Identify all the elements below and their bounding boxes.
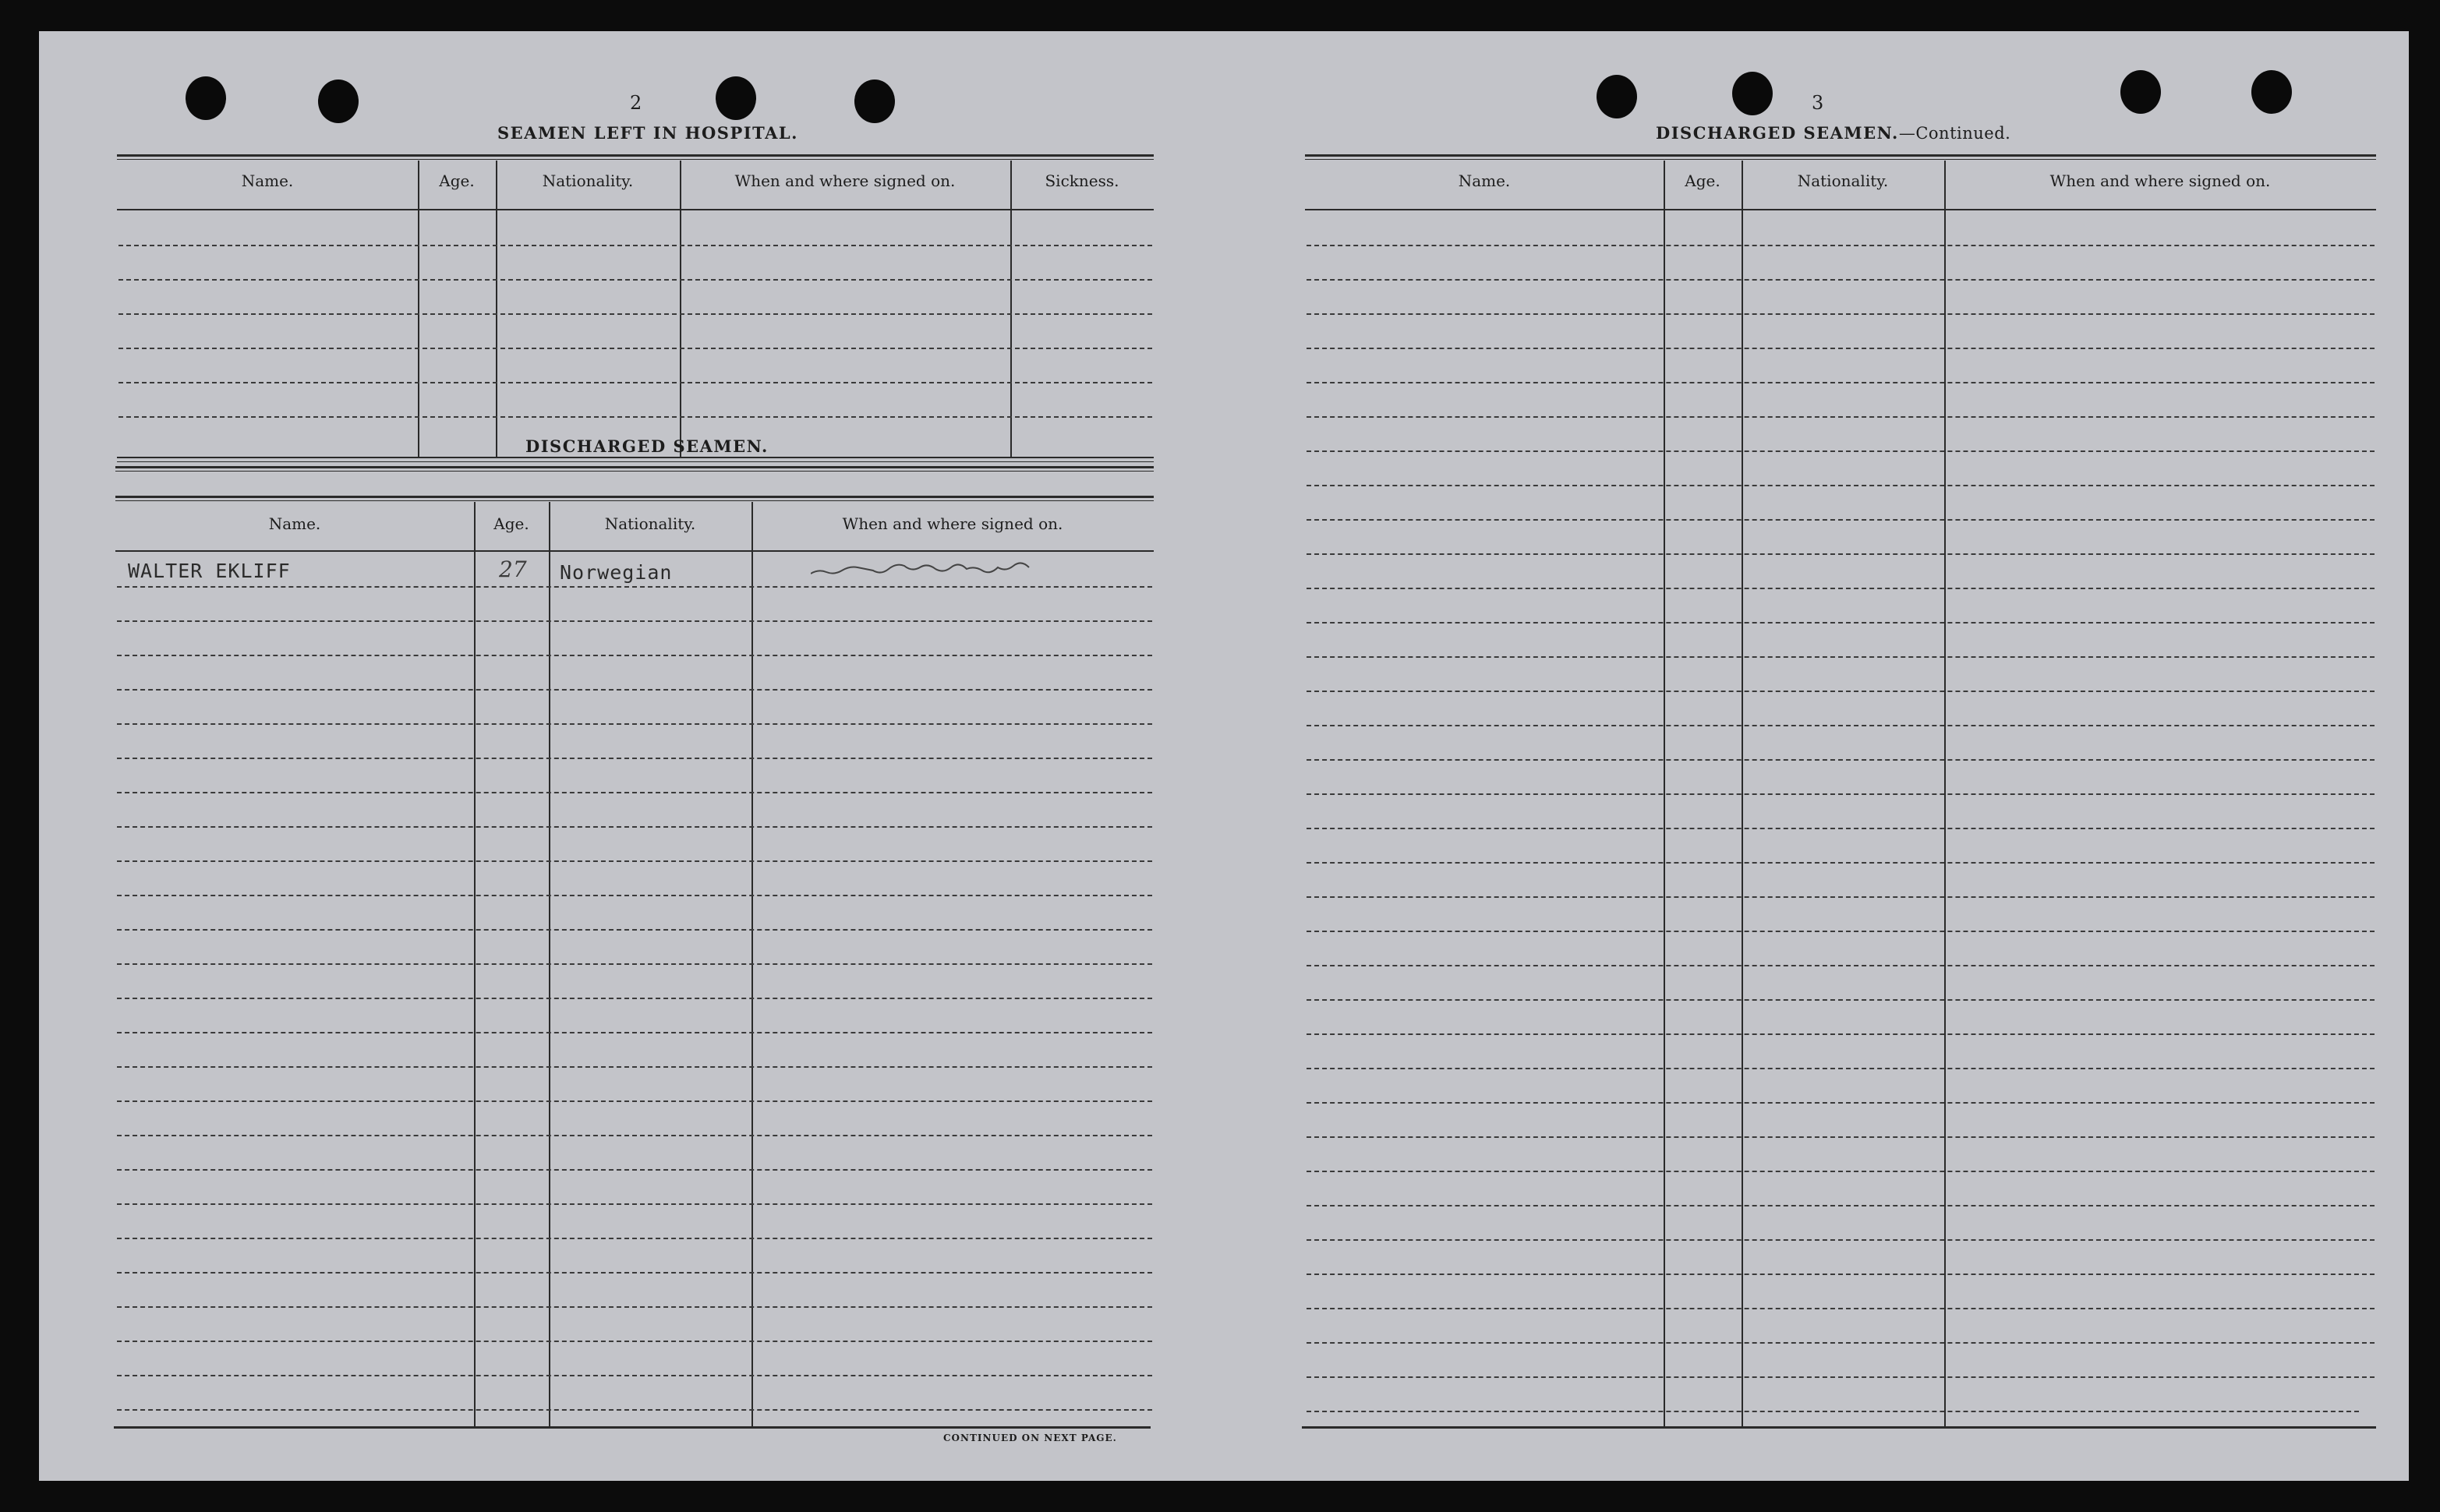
discharged-section-title-visible: DISCHARGED SEAMEN. xyxy=(525,436,769,456)
row-line xyxy=(117,1203,1152,1205)
row-line xyxy=(1307,622,2375,624)
row-line xyxy=(118,313,1152,315)
row-line xyxy=(1307,725,2375,726)
hospital-col-name-header: Name. xyxy=(241,171,294,190)
discharged-bottom-rule xyxy=(114,1426,1151,1429)
row-line xyxy=(1307,896,2375,898)
row-line xyxy=(1307,588,2375,589)
row-line xyxy=(118,245,1152,246)
row-line xyxy=(1307,793,2375,795)
row-line xyxy=(117,998,1152,999)
row-line xyxy=(117,1375,1152,1376)
discharged-col-signed-header: When and where signed on. xyxy=(842,514,1063,533)
row-line xyxy=(117,792,1152,793)
hospital-divider xyxy=(496,161,497,457)
row-line xyxy=(1307,416,2375,418)
seaman-name: WALTER EKLIFF xyxy=(128,560,291,582)
row-line xyxy=(117,1169,1152,1171)
seaman-age: 27 xyxy=(499,556,527,582)
row-line xyxy=(117,826,1152,828)
row-line xyxy=(117,1409,1152,1411)
row-line xyxy=(1307,965,2375,966)
seaman-nationality: Norwegian xyxy=(560,561,673,584)
row-line xyxy=(1307,1102,2375,1104)
row-line xyxy=(117,1032,1152,1033)
row-line xyxy=(1307,1068,2375,1069)
punch-hole xyxy=(318,79,359,123)
row-line xyxy=(1307,691,2375,692)
discharged-col-nationality-header: Nationality. xyxy=(604,514,696,533)
row-line xyxy=(118,348,1152,349)
punch-hole xyxy=(2120,70,2161,114)
row-line xyxy=(117,1306,1152,1308)
row-line xyxy=(1307,485,2375,486)
row-line xyxy=(1307,1342,2375,1344)
hospital-col-sickness-header: Sickness. xyxy=(1045,171,1119,190)
row-line xyxy=(117,929,1152,931)
row-line xyxy=(118,382,1152,383)
row-line xyxy=(117,758,1152,759)
row-line xyxy=(117,655,1152,656)
discharged-top-rule-visible xyxy=(115,466,1154,468)
hospital-bottom-rule-thin xyxy=(117,461,1154,462)
discharged-header-rule xyxy=(115,550,1154,552)
row-line xyxy=(1307,656,2375,658)
row-line xyxy=(1307,1033,2375,1035)
row-line xyxy=(1307,348,2375,349)
row-line xyxy=(1307,999,2375,1001)
row-line xyxy=(1307,931,2375,932)
punch-hole xyxy=(1597,75,1637,118)
punch-hole xyxy=(1732,72,1773,115)
title-suffix: —Continued. xyxy=(1898,124,2011,143)
row-line xyxy=(1307,1136,2375,1138)
hospital-col-nationality-header: Nationality. xyxy=(542,171,634,190)
document-scan xyxy=(39,31,2409,1481)
row-line xyxy=(1307,450,2375,452)
hospital-table-top-rule-thin xyxy=(117,159,1154,160)
page-number-right: 3 xyxy=(1812,92,1825,114)
row-line xyxy=(118,416,1152,418)
row-line xyxy=(117,1341,1152,1342)
row-line xyxy=(1307,382,2375,383)
discharged-title-lower-rule xyxy=(115,496,1154,498)
hospital-divider xyxy=(418,161,419,457)
row-line xyxy=(117,963,1152,965)
row-line xyxy=(1307,759,2375,761)
hospital-section-title: SEAMEN LEFT IN HOSPITAL. xyxy=(497,123,798,143)
row-line xyxy=(1307,1205,2375,1206)
punch-hole xyxy=(854,79,895,123)
row-line xyxy=(1307,279,2375,281)
row-line xyxy=(1307,1411,2359,1412)
discharged-top-rule-thin-visible xyxy=(115,471,1154,472)
row-line xyxy=(117,620,1152,622)
right-col-name-header: Name. xyxy=(1458,171,1511,190)
discharged-title-lower-rule-thin xyxy=(115,500,1154,501)
punch-hole xyxy=(186,76,226,120)
row-line xyxy=(117,689,1152,691)
page-number-left: 2 xyxy=(630,92,643,114)
right-header-rule xyxy=(1305,209,2376,210)
row-line xyxy=(117,1135,1152,1136)
row-line xyxy=(1307,1376,2375,1378)
row-line xyxy=(117,1272,1152,1274)
row-line xyxy=(117,1066,1152,1068)
signed-on-scribble xyxy=(811,558,1045,581)
row-line xyxy=(117,723,1152,725)
right-table-top-rule-thin xyxy=(1305,159,2376,160)
discharged-col-name-header: Name. xyxy=(268,514,321,533)
row-line xyxy=(117,895,1152,896)
row-line xyxy=(118,279,1152,281)
punch-hole xyxy=(716,76,756,120)
punch-hole xyxy=(2251,70,2292,114)
right-col-nationality-header: Nationality. xyxy=(1797,171,1889,190)
row-line xyxy=(117,1238,1152,1239)
hospital-divider xyxy=(680,161,681,457)
row-line xyxy=(117,586,1152,588)
right-table-top-rule xyxy=(1305,154,2376,157)
row-line xyxy=(1307,553,2375,555)
title-main: DISCHARGED SEAMEN. xyxy=(1656,123,1899,143)
row-line xyxy=(1307,828,2375,829)
row-line xyxy=(1307,313,2375,315)
row-line xyxy=(1307,519,2375,521)
hospital-col-signed-header: When and where signed on. xyxy=(734,171,956,190)
row-line xyxy=(1307,1171,2375,1172)
row-line xyxy=(117,860,1152,862)
hospital-table-top-rule xyxy=(117,154,1154,157)
row-line xyxy=(1307,1308,2375,1309)
row-line xyxy=(117,1100,1152,1102)
continued-note: CONTINUED ON NEXT PAGE. xyxy=(943,1433,1117,1443)
right-bottom-rule xyxy=(1302,1426,2376,1429)
hospital-col-age-header: Age. xyxy=(439,171,475,190)
row-line xyxy=(1307,1274,2375,1275)
discharged-col-age-header: Age. xyxy=(493,514,529,533)
row-line xyxy=(1307,1239,2375,1241)
right-col-age-header: Age. xyxy=(1685,171,1720,190)
discharged-continued-title xyxy=(1656,123,2010,143)
right-col-signed-header: When and where signed on. xyxy=(2049,171,2271,190)
row-line xyxy=(1307,862,2375,864)
hospital-header-rule xyxy=(117,209,1154,210)
hospital-bottom-rule xyxy=(117,457,1154,458)
hospital-divider xyxy=(1010,161,1012,457)
row-line xyxy=(1307,245,2375,246)
